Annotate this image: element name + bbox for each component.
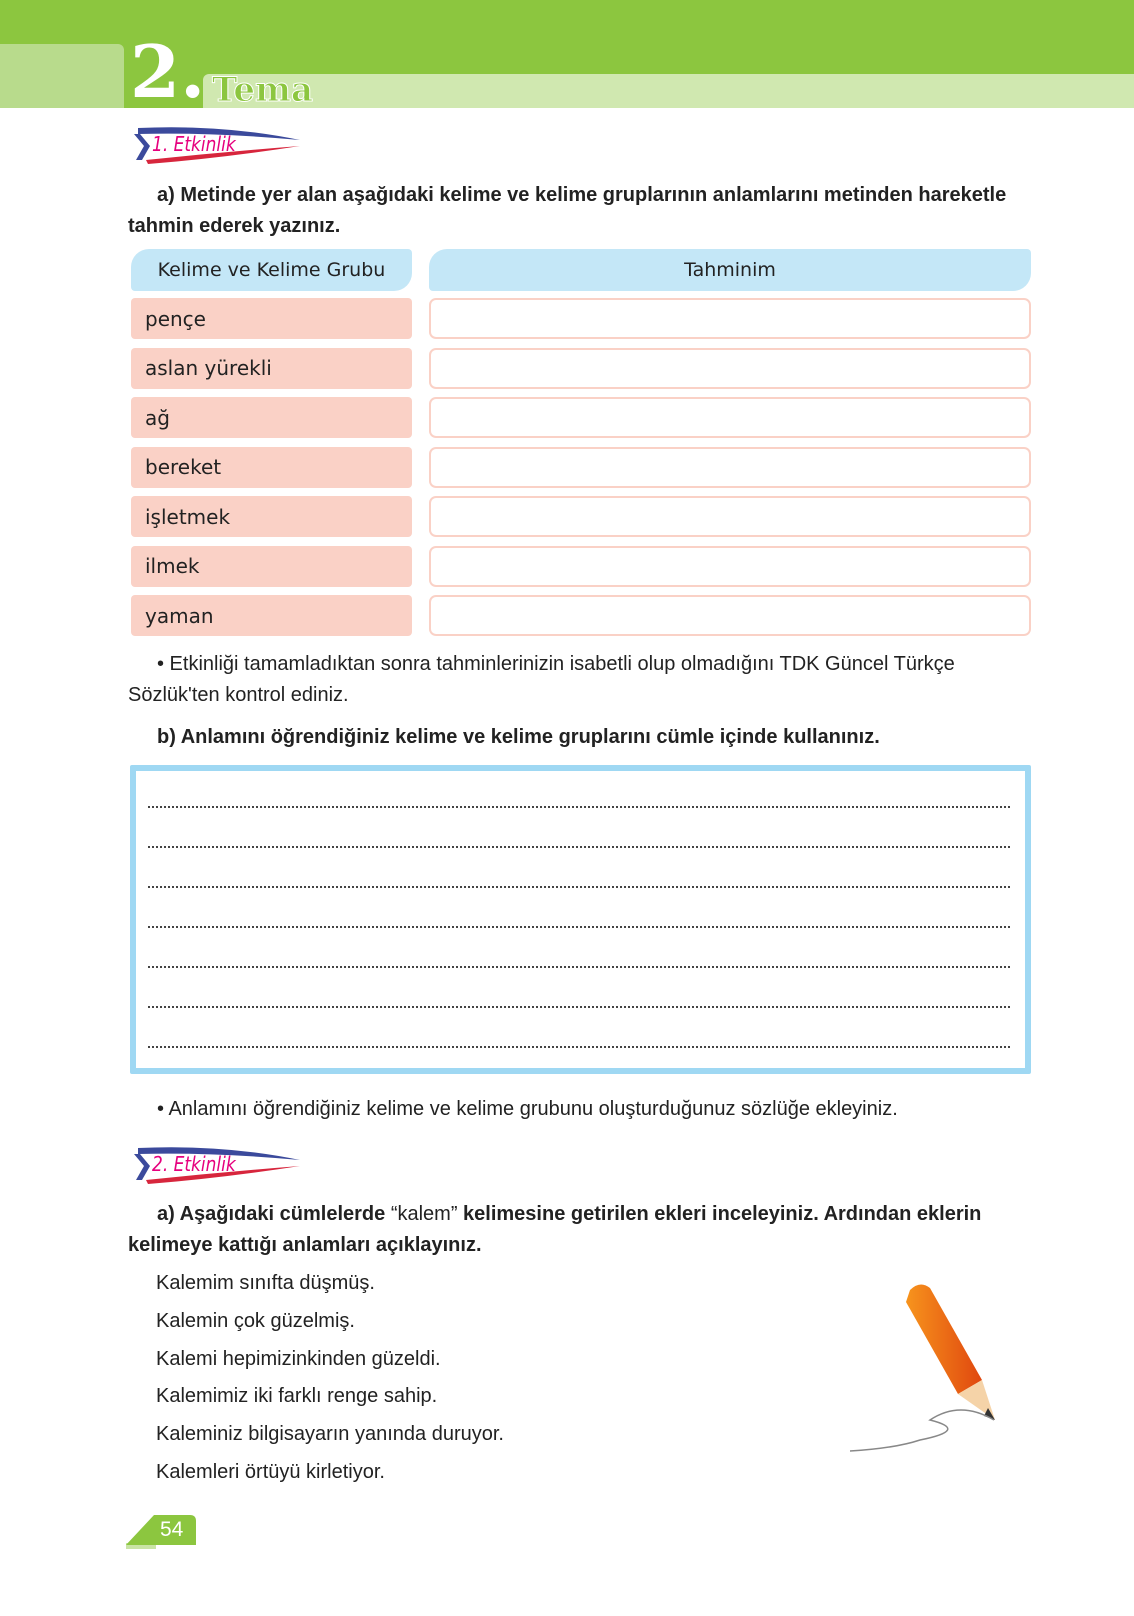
writing-line[interactable] — [148, 846, 1010, 848]
example-sentence: Kalemimiz iki farklı renge sahip. — [156, 1385, 438, 1408]
guess-input[interactable] — [429, 348, 1031, 389]
page-number: 54 — [160, 1518, 184, 1541]
word-cell: yaman — [131, 595, 412, 636]
writing-line[interactable] — [148, 886, 1010, 888]
word-cell: ilmek — [131, 546, 412, 587]
activity1-question-a: a) Metinde yer alan aşağıdaki kelime ve kelime gruplarının anlamlarını metinden hareketle tahmin ederek yazınız. — [128, 184, 1007, 237]
activity1-label: 1. Etkinlik — [152, 132, 236, 156]
question-text: a) Aşağıdaki cümlelerde — [157, 1203, 391, 1225]
theme-number: 2. — [130, 29, 206, 114]
activity2-label: 2. Etkinlik — [152, 1152, 236, 1176]
writing-line[interactable] — [148, 806, 1010, 808]
guess-input[interactable] — [429, 595, 1031, 636]
example-sentence: Kalemleri örtüyü kirletiyor. — [156, 1461, 385, 1483]
guess-input[interactable] — [429, 298, 1031, 339]
word-cell: işletmek — [131, 496, 412, 537]
activity1-question-b: b) Anlamını öğrendiğiniz kelime ve kelime gruplarını cümle içinde kullanınız. — [157, 726, 880, 748]
guess-input[interactable] — [429, 546, 1031, 587]
activity2-banner — [132, 1146, 302, 1184]
example-sentence: Kaleminiz bilgisayarın yanında duruyor. — [156, 1423, 504, 1446]
example-sentence: Kalemi hepimizinkinden güzeldi. — [156, 1347, 441, 1370]
example-sentence: Kalemin çok güzelmiş. — [156, 1309, 355, 1332]
word-cell: ağ — [131, 397, 412, 438]
word-cell: pençe — [131, 298, 412, 339]
sentence-writing-box[interactable] — [130, 765, 1031, 1074]
table-header-word: Kelime ve Kelime Grubu — [131, 249, 412, 291]
guess-input[interactable] — [429, 496, 1031, 537]
writing-line[interactable] — [148, 1046, 1010, 1048]
writing-line[interactable] — [148, 926, 1010, 928]
word-cell: bereket — [131, 447, 412, 488]
header-left-box — [0, 44, 124, 108]
table-header-guess: Tahminim — [429, 249, 1031, 291]
activity1-note2: • Anlamını öğrendiğiniz kelime ve kelime grubunu oluşturduğunuz sözlüğe ekleyiniz. — [157, 1098, 898, 1120]
guess-input[interactable] — [429, 397, 1031, 438]
example-sentence: Kalemim sınıfta düşmüş. — [156, 1272, 375, 1294]
page-number-badge — [126, 1515, 196, 1546]
word-cell: aslan yürekli — [131, 348, 412, 389]
activity1-note1: • Etkinliği tamamladıktan sonra tahminlerinizin isabetli olup olmadığını TDK Güncel Türkçe Sözlük'ten kontrol ediniz. — [128, 653, 955, 706]
guess-input[interactable] — [429, 447, 1031, 488]
writing-line[interactable] — [148, 1006, 1010, 1008]
pencil-icon — [850, 1280, 1035, 1505]
activity2-question-a — [128, 1199, 1034, 1261]
theme-title: Tema — [212, 70, 314, 110]
writing-line[interactable] — [148, 966, 1010, 968]
question-text: kelimesine getirilen ekleri inceleyiniz. Ardından eklerin kelimeye kattığı anlamları açıklayınız. — [128, 1203, 982, 1256]
header-title-box — [203, 74, 1134, 108]
activity1-banner — [132, 126, 302, 164]
question-word: “kalem” — [390, 1203, 458, 1225]
